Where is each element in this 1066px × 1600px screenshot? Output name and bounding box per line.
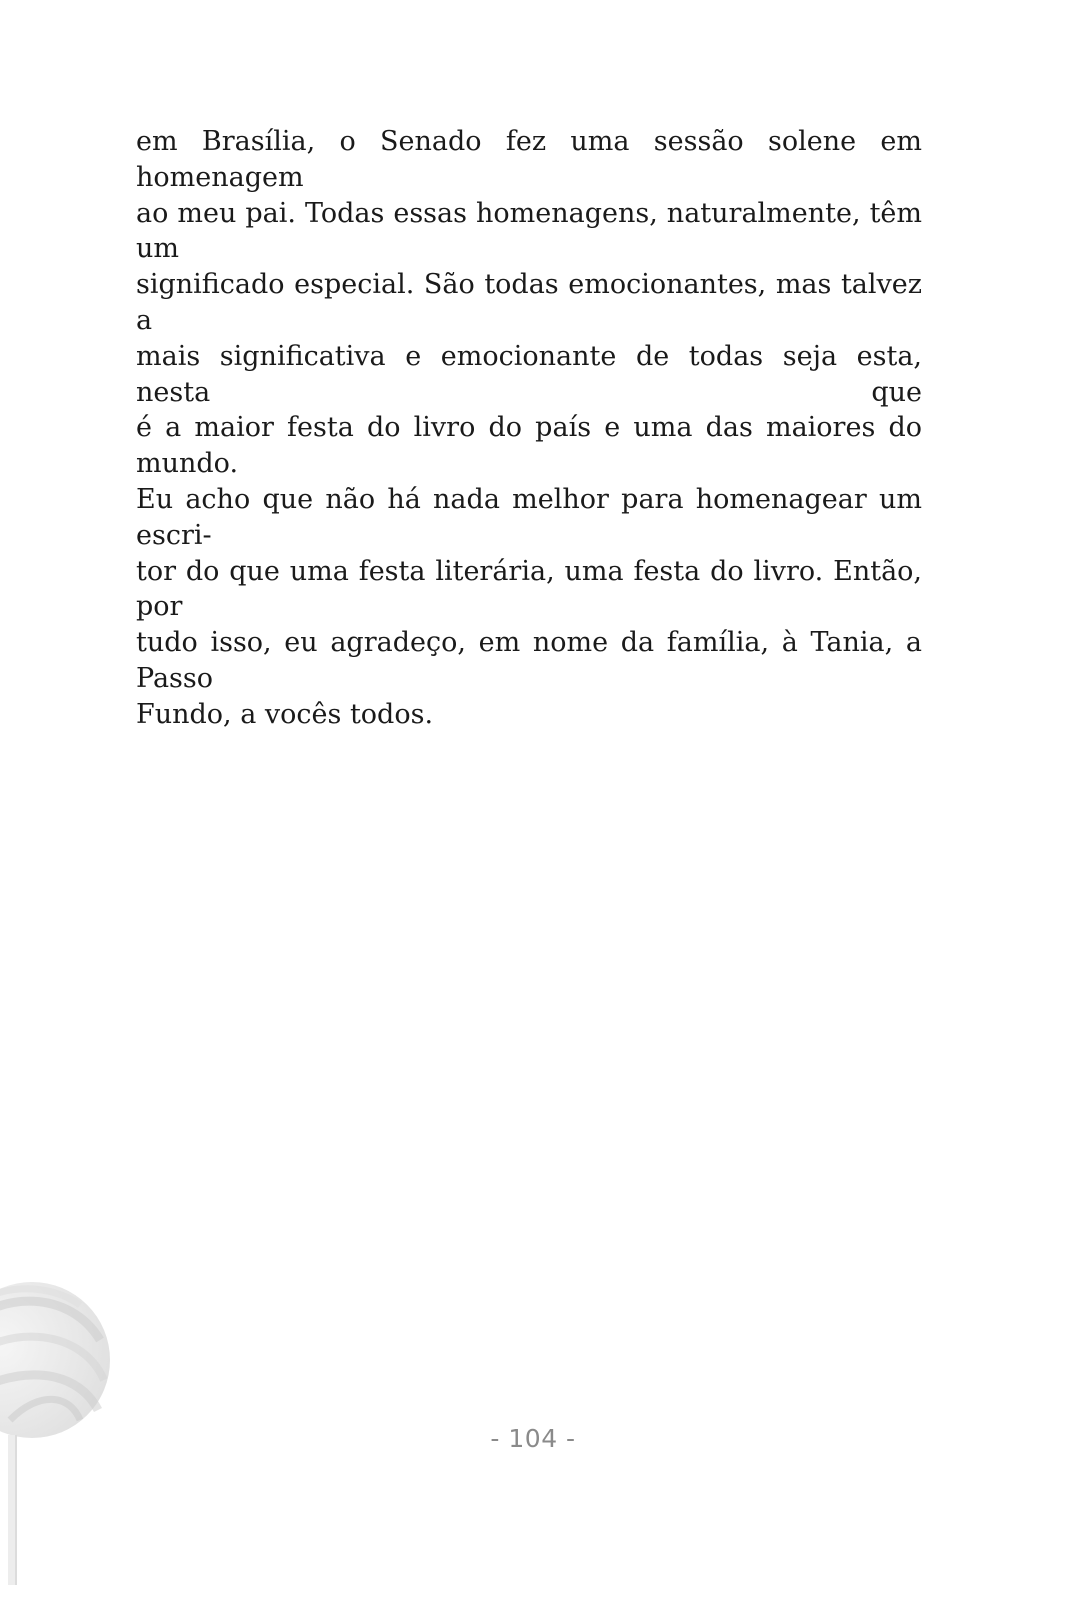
text-line: significado especial. São todas emocionantes, mas talvez a [136, 269, 922, 336]
text-line: Fundo, a vocês todos. [136, 698, 434, 730]
text-line: ao meu pai. Todas essas homenagens, naturalmente, têm um [136, 197, 922, 265]
text-line: mais significativa e emocionante de todas seja esta, nesta que [136, 340, 922, 408]
text-line: em Brasília, o Senado fez uma sessão solene em homenagem [136, 126, 922, 193]
text-line: Eu acho que não há nada melhor para homenagear um escri- [136, 483, 922, 551]
body-paragraph [136, 124, 922, 733]
text-line: tudo isso, eu agradeço, em nome da família, à Tania, a Passo [136, 627, 922, 694]
page-number: - 104 - [490, 1424, 576, 1453]
text-line: é a maior festa do livro do país e uma das maiores do mundo. [136, 412, 922, 480]
text-line: tor do que uma festa literária, uma festa do livro. Então, por [136, 555, 922, 623]
